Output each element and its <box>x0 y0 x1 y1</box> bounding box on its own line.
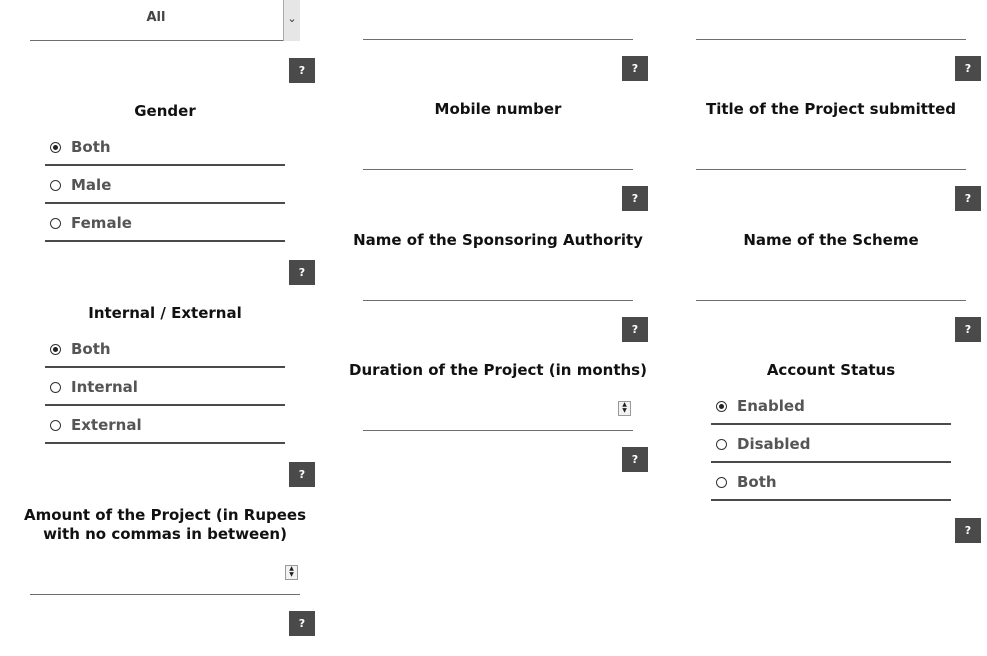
duration-input[interactable] <box>363 396 633 430</box>
sponsoring-authority-underline <box>363 300 633 301</box>
internal-external-label: Internal / External <box>88 304 242 322</box>
sponsoring-authority-input[interactable] <box>363 266 633 300</box>
radio-unchecked-icon[interactable] <box>50 218 61 229</box>
amount-stepper-icon[interactable]: ▲ ▼ <box>285 565 298 580</box>
top-field-underline-2 <box>363 39 633 40</box>
radio-unchecked-icon[interactable] <box>716 439 727 450</box>
help-button-account-status[interactable]: ? <box>955 518 981 543</box>
gender-option-label: Male <box>71 176 112 194</box>
duration-stepper-icon[interactable]: ▲ ▼ <box>618 401 631 416</box>
chevron-down-icon[interactable]: ⌄ <box>283 0 300 41</box>
help-button-gender[interactable]: ? <box>289 260 315 285</box>
internal-external-option-label: Internal <box>71 378 138 396</box>
help-button-amount[interactable]: ? <box>289 611 315 636</box>
radio-unchecked-icon[interactable] <box>716 477 727 488</box>
help-button-project-title[interactable]: ? <box>955 186 981 211</box>
amount-input[interactable] <box>30 560 300 594</box>
account-status-option-label: Enabled <box>737 397 805 415</box>
amount-label: Amount of the Project (in Rupees with no commas in between) <box>23 506 307 543</box>
help-button-col2-top[interactable]: ? <box>622 56 648 81</box>
scheme-underline <box>696 300 966 301</box>
internal-external-option-both[interactable] <box>45 332 285 368</box>
duration-underline <box>363 430 633 431</box>
radio-unchecked-icon[interactable] <box>50 382 61 393</box>
radio-unchecked-icon[interactable] <box>50 180 61 191</box>
internal-external-option-external[interactable] <box>45 408 285 444</box>
scheme-label: Name of the Scheme <box>743 231 919 249</box>
help-button-duration[interactable]: ? <box>622 447 648 472</box>
account-status-option-label: Both <box>737 473 777 491</box>
gender-option-both[interactable] <box>45 130 285 166</box>
account-status-option-disabled[interactable] <box>711 427 951 463</box>
help-button-internal-external[interactable]: ? <box>289 462 315 487</box>
sponsoring-authority-label: Name of the Sponsoring Authority <box>353 231 643 249</box>
radio-checked-icon[interactable] <box>50 344 61 355</box>
mobile-label: Mobile number <box>434 100 562 118</box>
account-status-label: Account Status <box>766 361 896 379</box>
account-status-option-both[interactable] <box>711 465 951 501</box>
project-title-label: Title of the Project submitted <box>705 100 957 118</box>
duration-label: Duration of the Project (in months) <box>349 361 647 379</box>
project-title-underline <box>696 169 966 170</box>
scheme-input[interactable] <box>696 266 966 300</box>
help-button-sponsoring-authority[interactable]: ? <box>622 317 648 342</box>
help-button-mobile[interactable]: ? <box>622 186 648 211</box>
top-field-underline-3 <box>696 39 966 40</box>
project-title-input[interactable] <box>696 135 966 169</box>
internal-external-option-label: External <box>71 416 142 434</box>
gender-option-label: Both <box>71 138 111 156</box>
account-status-option-enabled[interactable] <box>711 389 951 425</box>
radio-unchecked-icon[interactable] <box>50 420 61 431</box>
gender-option-label: Female <box>71 214 132 232</box>
gender-option-female[interactable] <box>45 206 285 242</box>
internal-external-option-internal[interactable] <box>45 370 285 406</box>
account-status-option-label: Disabled <box>737 435 811 453</box>
help-button-scheme[interactable]: ? <box>955 317 981 342</box>
help-button-filter[interactable]: ? <box>289 58 315 83</box>
gender-label: Gender <box>134 102 196 120</box>
filter-select-value: All <box>146 10 166 25</box>
filter-select[interactable] <box>30 0 300 41</box>
help-button-col3-top[interactable]: ? <box>955 56 981 81</box>
radio-checked-icon[interactable] <box>50 142 61 153</box>
gender-option-male[interactable] <box>45 168 285 204</box>
amount-underline <box>30 594 300 595</box>
mobile-underline <box>363 169 633 170</box>
mobile-input[interactable] <box>363 135 633 169</box>
radio-checked-icon[interactable] <box>716 401 727 412</box>
internal-external-option-label: Both <box>71 340 111 358</box>
